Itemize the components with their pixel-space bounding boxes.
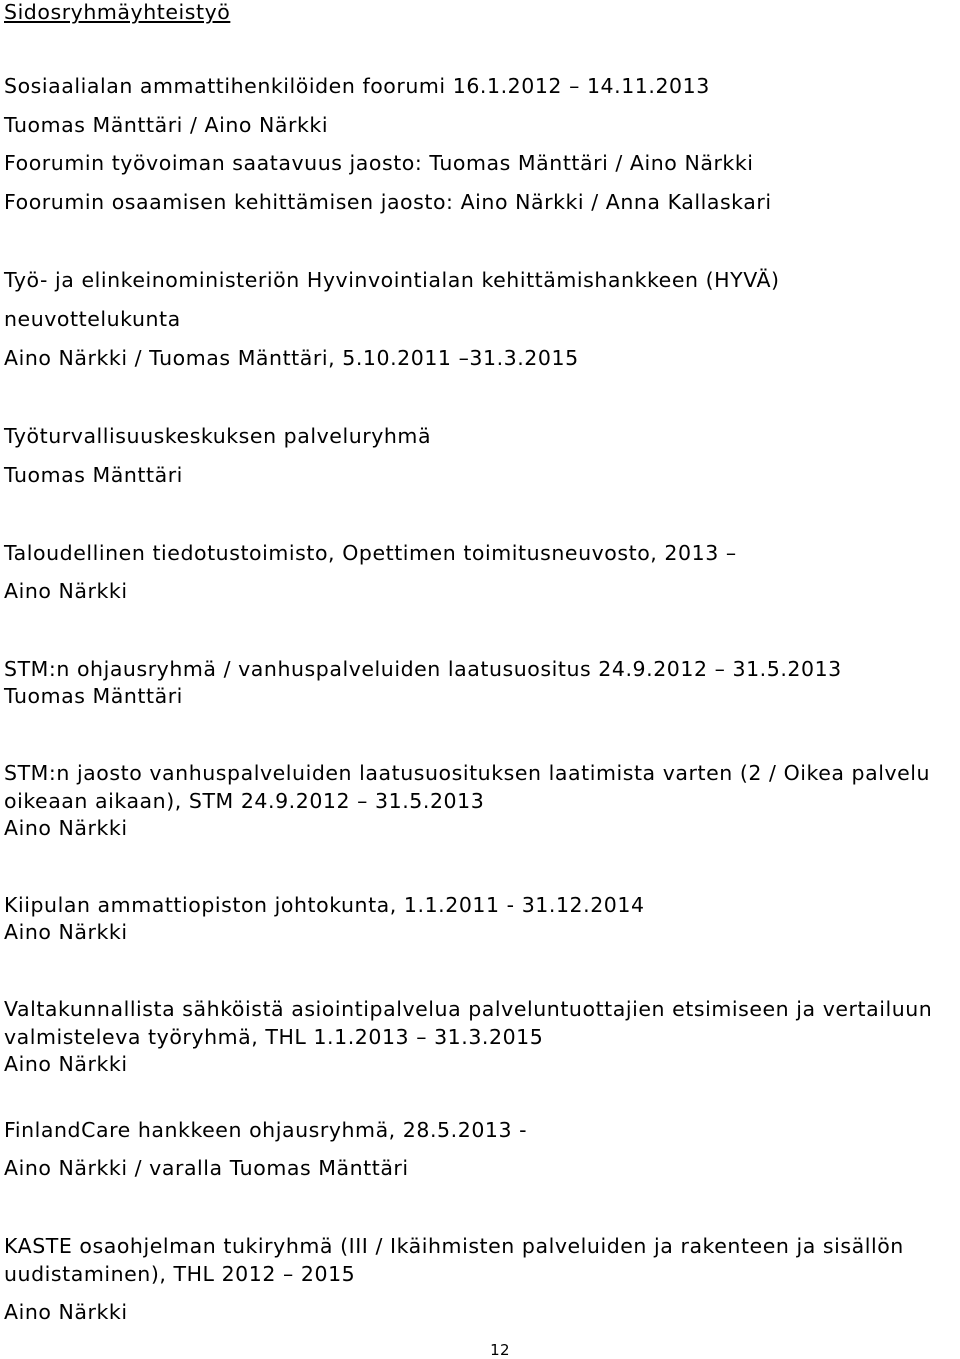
entry-line: oikeaan aikaan), STM 24.9.2012 – 31.5.2013 [4,789,485,813]
entry-line: STM:n ohjausryhmä / vanhuspalveluiden laatusuositus 24.9.2012 – 31.5.2013 [4,657,842,681]
entry-line: FinlandCare hankkeen ohjausryhmä, 28.5.2013 - [4,1118,528,1142]
entry-line: Aino Närkki [4,920,128,944]
entry-line: Aino Närkki [4,1052,128,1076]
entry-line: STM:n jaosto vanhuspalveluiden laatusuosituksen laatimista varten (2 / Oikea palvelu [4,761,931,785]
entry-line: Kiipulan ammattiopiston johtokunta, 1.1.2011 - 31.12.2014 [4,893,645,917]
entry-line: Aino Närkki [4,579,128,603]
section-heading: Sidosryhmäyhteistyö [4,0,231,24]
entry-line: Sosiaalialan ammattihenkilöiden foorumi 16.1.2012 – 14.11.2013 [4,74,710,98]
entry-line: valmisteleva työryhmä, THL 1.1.2013 – 31.3.2015 [4,1025,544,1049]
entry-line: Valtakunnallista sähköistä asiointipalvelua palveluntuottajien etsimiseen ja vertailuun [4,997,933,1021]
entry-line: Aino Närkki / varalla Tuomas Mänttäri [4,1156,409,1180]
entry-line: uudistaminen), THL 2012 – 2015 [4,1262,356,1286]
entry-line: Foorumin osaamisen kehittämisen jaosto: Aino Närkki / Anna Kallaskari [4,190,772,214]
entry-line: Foorumin työvoiman saatavuus jaosto: Tuomas Mänttäri / Aino Närkki [4,151,754,175]
entry-line: Aino Närkki / Tuomas Mänttäri, 5.10.2011 –31.3.2015 [4,346,579,370]
entry-line: Työturvallisuuskeskuksen palveluryhmä [4,424,432,448]
entry-line: KASTE osaohjelman tukiryhmä (III / Ikäihmisten palveluiden ja rakenteen ja sisällön [4,1234,904,1258]
entry-line: Aino Närkki [4,1300,128,1324]
entry-line: neuvottelukunta [4,307,181,331]
page-number: 12 [490,1341,510,1359]
entry-line: Työ- ja elinkeinoministeriön Hyvinvointialan kehittämishankkeen (HYVÄ) [4,268,780,292]
entry-line: Tuomas Mänttäri [4,684,183,708]
entry-line: Tuomas Mänttäri / Aino Närkki [4,113,329,137]
entry-line: Taloudellinen tiedotustoimisto, Opettimen toimitusneuvosto, 2013 – [4,541,737,565]
entry-line: Aino Närkki [4,816,128,840]
entry-line: Tuomas Mänttäri [4,463,183,487]
